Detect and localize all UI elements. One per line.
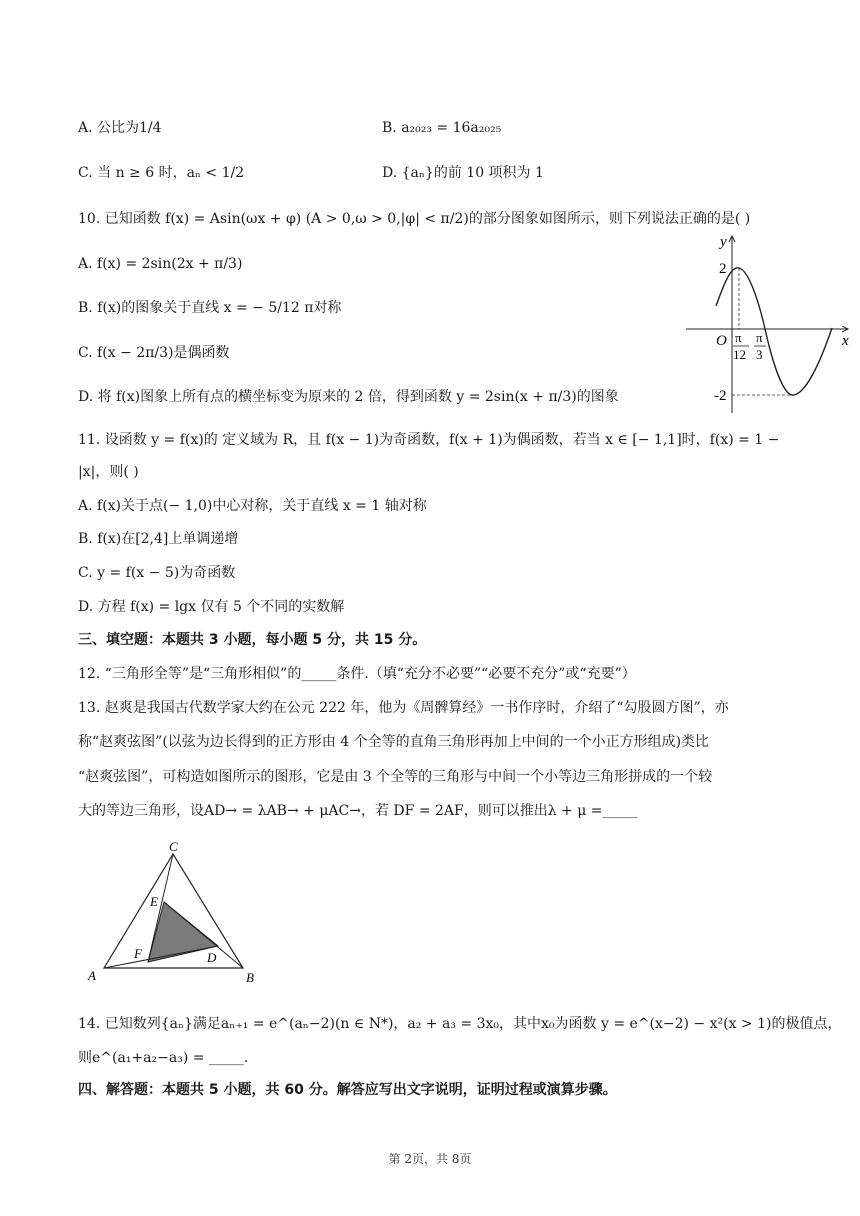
x-tick-pi-over-3 xyxy=(754,330,766,362)
y-max-label: 2 xyxy=(719,261,727,277)
q13-triangle-figure xyxy=(82,840,272,990)
q11-option-a: A. f(x)关于点(− 1,0)中心对称，关于直线 x = 1 轴对称 xyxy=(78,498,427,514)
q10-option-d: D. 将 f(x)图象上所有点的横坐标变为原来的 2 倍，得到函数 y = 2sin(x + π/3)的图象 xyxy=(78,389,619,405)
label-b: B xyxy=(246,970,254,985)
x-axis-label: x xyxy=(842,333,849,349)
q11-option-c: C. y = f(x − 5)为奇函数 xyxy=(78,565,236,581)
q10-sine-graph xyxy=(682,228,860,418)
q14-line1: 14. 已知数列{aₙ}满足aₙ₊₁ = e^(aₙ−2)(n ∈ N*)，a₂ + a₃ = 3x₀，其中x₀为函数 y = e^(x−2) − x²(x > 1)的极值点， xyxy=(78,1016,842,1032)
x-tick-pi-over-12 xyxy=(733,330,749,362)
label-d: D xyxy=(207,950,217,965)
q10-option-a: A. f(x) = 2sin(2x + π/3) xyxy=(78,256,243,272)
label-f: F xyxy=(134,946,142,961)
label-e: E xyxy=(150,894,158,909)
q10-option-c: C. f(x − 2π/3)是偶函数 xyxy=(78,345,230,361)
svg-text:π: π xyxy=(735,330,742,345)
q9-option-a: A. 公比为1/4 xyxy=(78,120,162,136)
q11-stem-line2: |x|，则( ) xyxy=(78,464,139,480)
q12-text: 12. “三角形全等”是“三角形相似”的_____条件.（填“充分不必要”“必要不充分”或“充要”） xyxy=(78,666,636,682)
svg-text:π: π xyxy=(756,330,763,345)
section-3-heading: 三、填空题：本题共 3 小题，每小题 5 分，共 15 分。 xyxy=(78,632,427,648)
q14-line2: 则e^(a₁+a₂−a₃) = _____. xyxy=(78,1050,249,1066)
svg-text:12: 12 xyxy=(733,347,746,362)
q9-option-c: C. 当 n ≥ 6 时，aₙ < 1/2 xyxy=(78,165,245,181)
q11-option-b: B. f(x)在[2,4]上单调递增 xyxy=(78,531,239,547)
origin-label: O xyxy=(716,333,727,349)
y-min-label: -2 xyxy=(714,388,727,404)
q13-line2: 称“赵爽弦图”(以弦为边长得到的正方形由 4 个全等的直角三角形再加上中间的一个小正方形组成)类比 xyxy=(78,734,710,750)
sine-curve xyxy=(716,268,832,395)
q9-option-b: B. a₂₀₂₃ = 16a₂₀₂₅ xyxy=(382,120,502,136)
q11-stem-line1: 11. 设函数 y = f(x)的 定义域为 R，且 f(x − 1)为奇函数，f(x + 1)为偶函数，若当 x ∈ [− 1,1]时，f(x) = 1 − xyxy=(78,432,780,448)
q13-line1: 13. 赵爽是我国古代数学家大约在公元 222 年，他为《周髀算经》一书作序时，介绍了“勾股圆方图”，亦 xyxy=(78,700,729,716)
q10-stem: 10. 已知函数 f(x) = Asin(ωx + φ) (A > 0,ω > 0,|φ| < π/2)的部分图象如图所示，则下列说法正确的是( ) xyxy=(78,211,751,227)
q9-option-d: D. {aₙ}的前 10 项积为 1 xyxy=(382,165,544,181)
q13-line4: 大的等边三角形，设AD→ = λAB→ + μAC→，若 DF = 2AF，则可以推出λ + μ =_____ xyxy=(78,803,638,819)
y-axis-label: y xyxy=(720,234,727,250)
q10-option-b: B. f(x)的图象关于直线 x = − 5/12 π对称 xyxy=(78,300,342,316)
label-a: A xyxy=(88,968,96,983)
label-c: C xyxy=(169,840,178,854)
q11-option-d: D. 方程 f(x) = lgx 仅有 5 个不同的实数解 xyxy=(78,599,345,615)
svg-text:3: 3 xyxy=(756,347,763,362)
page-footer: 第 2页，共 8页 xyxy=(388,1152,472,1166)
q13-line3: “赵爽弦图”，可构造如图所示的图形，它是由 3 个全等的三角形与中间一个小等边三角形拼成的一个较 xyxy=(78,769,713,785)
section-4-heading: 四、解答题：本题共 5 小题，共 60 分。解答应写出文字说明，证明过程或演算步骤。 xyxy=(78,1082,617,1098)
